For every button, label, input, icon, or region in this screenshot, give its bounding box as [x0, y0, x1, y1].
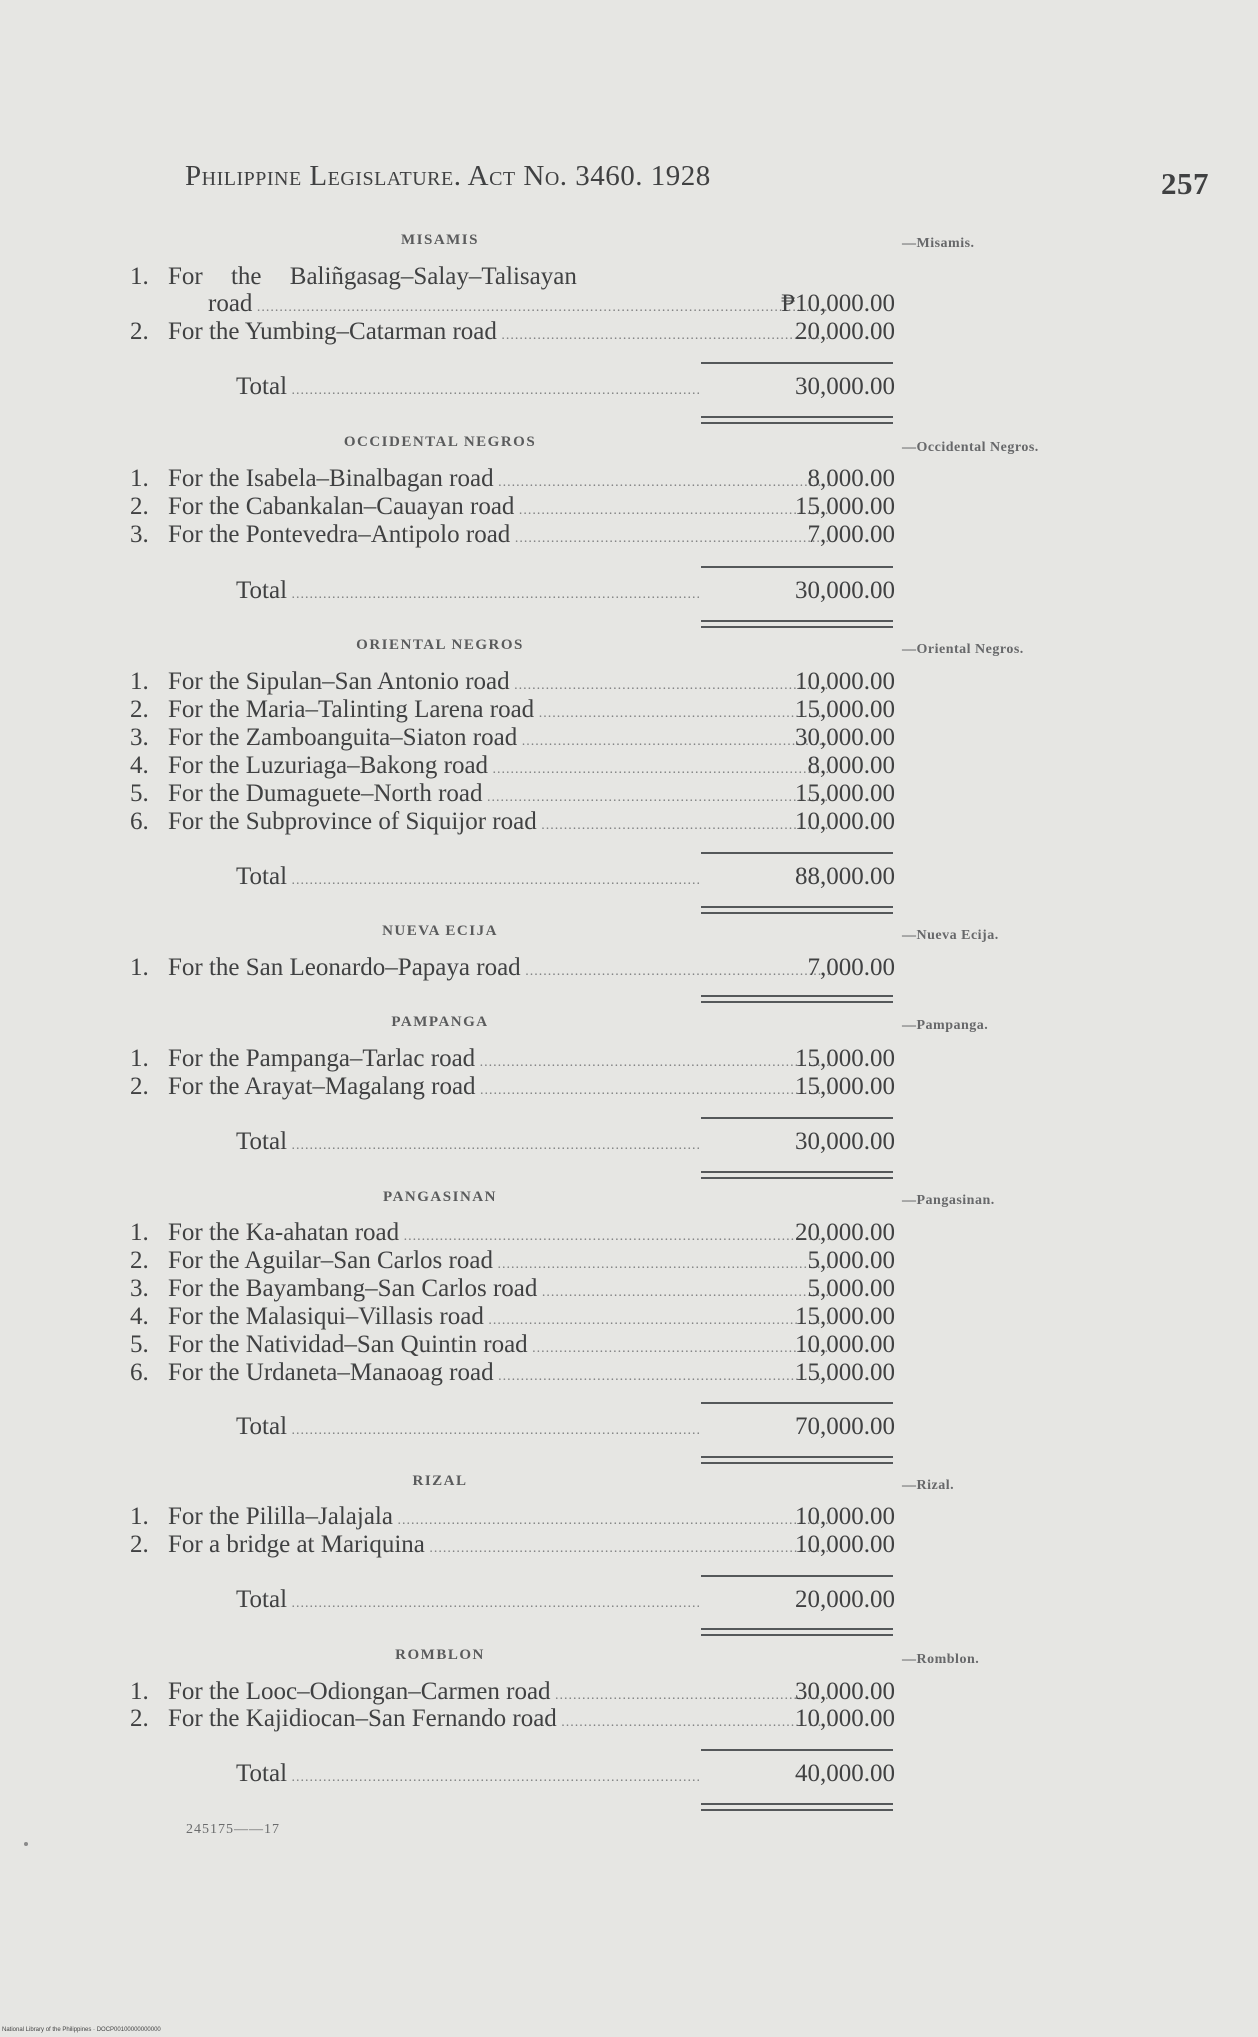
item-amount: 30,000.00: [795, 1678, 895, 1705]
item-description: For the Ka-ahatan road .....: [168, 1219, 830, 1251]
item-description: For the Kajidiocan–San Fernando road .....: [168, 1705, 830, 1737]
section-heading-occidental-negros: OCCIDENTAL NEGROS: [343, 434, 537, 450]
double-rule: [701, 620, 893, 628]
item-number: 5.: [130, 1331, 149, 1358]
item-number: 2.: [130, 493, 149, 520]
total-row: [236, 1585, 895, 1615]
line-item: [130, 521, 895, 549]
total-label: Total .....: [236, 576, 699, 610]
item-description: For the Dumaguete–North road .....: [168, 780, 830, 812]
item-number: 4.: [130, 1303, 149, 1330]
item-description: For the Arayat–Magalang road .....: [168, 1073, 830, 1105]
line-item: [130, 1359, 895, 1387]
item-number: 2.: [130, 318, 149, 345]
sum-rule: [701, 1749, 893, 1751]
scan-speck: [24, 1842, 28, 1846]
sum-rule: [701, 566, 893, 568]
line-item: [130, 752, 895, 780]
item-amount: 30,000.00: [795, 724, 895, 751]
margin-note-pampanga: —Pampanga.: [902, 1018, 989, 1033]
total-amount: 30,000.00: [795, 577, 895, 604]
section-heading-pampanga: PAMPANGA: [391, 1014, 489, 1030]
item-amount: 10,000.00: [795, 808, 895, 835]
item-description: For the Baliñgasag–Salay–Talisayan: [168, 263, 577, 290]
item-description: For the Pililla–Jalajala .....: [168, 1503, 830, 1535]
item-amount: 10,000.00: [795, 1331, 895, 1358]
item-description: For the Isabela–Binalbagan road .....: [168, 465, 830, 497]
item-number: 1.: [130, 1678, 149, 1705]
item-amount: ₱10,000.00: [781, 290, 895, 317]
page-number: 257: [1161, 166, 1209, 201]
margin-note-oriental-negros: —Oriental Negros.: [902, 642, 1024, 657]
item-description-continued: road .....: [208, 290, 830, 318]
margin-note-pangasinan: —Pangasinan.: [902, 1193, 995, 1208]
line-item: [130, 808, 895, 836]
item-description: For the Subprovince of Siquijor road .....: [168, 808, 830, 840]
margin-note-rizal: —Rizal.: [902, 1478, 955, 1493]
line-item: [130, 780, 895, 808]
total-row: [236, 372, 895, 402]
item-amount: 15,000.00: [795, 696, 895, 723]
item-number: 2.: [130, 1247, 149, 1274]
item-number: 3.: [130, 1275, 149, 1302]
double-rule: [701, 1803, 893, 1811]
item-amount: 10,000.00: [795, 1531, 895, 1558]
line-item: [130, 1705, 895, 1733]
line-item: [130, 1045, 895, 1073]
running-header: [185, 160, 1215, 206]
line-item: [130, 1275, 895, 1303]
sum-rule: [701, 1575, 893, 1577]
item-amount: 10,000.00: [795, 668, 895, 695]
item-amount: 15,000.00: [795, 1073, 895, 1100]
item-number: 1.: [130, 1219, 149, 1246]
item-number: 3.: [130, 724, 149, 751]
total-amount: 30,000.00: [795, 373, 895, 400]
double-rule: [701, 416, 893, 424]
item-number: 6.: [130, 808, 149, 835]
total-amount: 70,000.00: [795, 1413, 895, 1440]
margin-note-occidental-negros: —Occidental Negros.: [902, 440, 1039, 455]
item-amount: 8,000.00: [807, 752, 895, 779]
item-amount: 15,000.00: [795, 1303, 895, 1330]
item-amount: 10,000.00: [795, 1503, 895, 1530]
item-description: For the Luzuriaga–Bakong road .....: [168, 752, 830, 784]
scan-credit: National Library of the Philippines · DOCP00100000000000: [2, 2027, 161, 2033]
line-item: [130, 696, 895, 724]
line-item: [130, 1247, 895, 1275]
item-description: For the San Leonardo–Papaya road .....: [168, 954, 830, 986]
item-number: 3.: [130, 521, 149, 548]
double-rule: [701, 1456, 893, 1464]
item-number: 1.: [130, 263, 149, 290]
item-description: For the Pampanga–Tarlac road .....: [168, 1045, 830, 1077]
item-description: For a bridge at Mariquina .....: [168, 1531, 830, 1563]
item-amount: 15,000.00: [795, 1359, 895, 1386]
item-amount: 20,000.00: [795, 318, 895, 345]
item-number: 2.: [130, 1531, 149, 1558]
total-label: Total .....: [236, 1412, 699, 1446]
item-number: 6.: [130, 1359, 149, 1386]
line-item: [130, 1303, 895, 1331]
item-description: For the Malasiqui–Villasis road .....: [168, 1303, 830, 1335]
double-rule: [701, 995, 893, 1003]
item-description: For the Bayambang–San Carlos road .....: [168, 1275, 830, 1307]
header-title: Philippine Legislature. Act No. 3460. 1928: [185, 160, 711, 192]
line-item: [130, 493, 895, 521]
line-item: [130, 668, 895, 696]
section-heading-pangasinan: PANGASINAN: [383, 1189, 497, 1205]
line-item: [130, 1331, 895, 1359]
item-amount: 10,000.00: [795, 1705, 895, 1732]
double-rule: [701, 906, 893, 914]
section-heading-nueva-ecija: NUEVA ECIJA: [382, 923, 498, 939]
sum-rule: [701, 362, 893, 364]
item-amount: 5,000.00: [807, 1247, 895, 1274]
item-amount: 15,000.00: [795, 1045, 895, 1072]
line-item: [130, 954, 895, 982]
margin-note-misamis: —Misamis.: [902, 236, 975, 251]
item-amount: 8,000.00: [807, 465, 895, 492]
item-amount: 7,000.00: [807, 954, 895, 981]
item-description: For the Sipulan–San Antonio road .....: [168, 668, 830, 700]
item-description: For the Looc–Odiongan–Carmen road .....: [168, 1678, 830, 1710]
line-item: [130, 1678, 895, 1706]
double-rule: [701, 1628, 893, 1636]
total-label: Total .....: [236, 1127, 699, 1161]
sum-rule: [701, 852, 893, 854]
line-item: [130, 1219, 895, 1247]
line-item: [130, 318, 895, 346]
section-heading-rizal: RIZAL: [412, 1473, 468, 1489]
item-number: 2.: [130, 1705, 149, 1732]
item-description: For the Pontevedra–Antipolo road .....: [168, 521, 830, 553]
section-heading-misamis: MISAMIS: [400, 232, 479, 248]
item-amount: 20,000.00: [795, 1219, 895, 1246]
line-item: [130, 1503, 895, 1531]
total-label: Total .....: [236, 862, 699, 896]
sum-rule: [701, 1402, 893, 1404]
item-number: 4.: [130, 752, 149, 779]
line-item: [130, 724, 895, 752]
total-row: [236, 862, 895, 892]
total-row: [236, 1759, 895, 1789]
line-item: [130, 1531, 895, 1559]
item-number: 1.: [130, 954, 149, 981]
item-number: 1.: [130, 668, 149, 695]
total-row: [236, 1127, 895, 1157]
line-item: [130, 263, 895, 291]
item-number: 2.: [130, 1073, 149, 1100]
sum-rule: [701, 1117, 893, 1119]
item-amount: 15,000.00: [795, 493, 895, 520]
line-item: [130, 1073, 895, 1101]
item-description: For the Cabankalan–Cauayan road .....: [168, 493, 830, 525]
item-number: 5.: [130, 780, 149, 807]
item-description: For the Aguilar–San Carlos road .....: [168, 1247, 830, 1279]
total-amount: 20,000.00: [795, 1586, 895, 1613]
item-number: 2.: [130, 696, 149, 723]
total-label: Total .....: [236, 1759, 699, 1793]
total-row: [236, 576, 895, 606]
total-amount: 88,000.00: [795, 863, 895, 890]
total-label: Total .....: [236, 372, 699, 406]
line-item: [130, 465, 895, 493]
margin-note-romblon: —Romblon.: [902, 1652, 980, 1667]
item-amount: 5,000.00: [807, 1275, 895, 1302]
item-description: For the Natividad–San Quintin road .....: [168, 1331, 830, 1363]
item-number: 1.: [130, 1045, 149, 1072]
item-number: 1.: [130, 1503, 149, 1530]
section-heading-oriental-negros: ORIENTAL NEGROS: [356, 637, 524, 653]
item-description: For the Maria–Talinting Larena road .....: [168, 696, 830, 728]
item-amount: 15,000.00: [795, 780, 895, 807]
item-amount: 7,000.00: [807, 521, 895, 548]
section-heading-romblon: ROMBLON: [395, 1647, 485, 1663]
item-description: For the Urdaneta–Manaoag road .....: [168, 1359, 830, 1391]
line-item-continued: [130, 290, 895, 318]
printer-code: 245175——17: [186, 1822, 280, 1837]
double-rule: [701, 1171, 893, 1179]
item-description: For the Yumbing–Catarman road .....: [168, 318, 830, 350]
total-label: Total .....: [236, 1585, 699, 1619]
total-amount: 30,000.00: [795, 1128, 895, 1155]
margin-note-nueva-ecija: —Nueva Ecija.: [902, 928, 999, 943]
total-amount: 40,000.00: [795, 1760, 895, 1787]
total-row: [236, 1412, 895, 1442]
item-description: For the Zamboanguita–Siaton road .....: [168, 724, 830, 756]
item-number: 1.: [130, 465, 149, 492]
